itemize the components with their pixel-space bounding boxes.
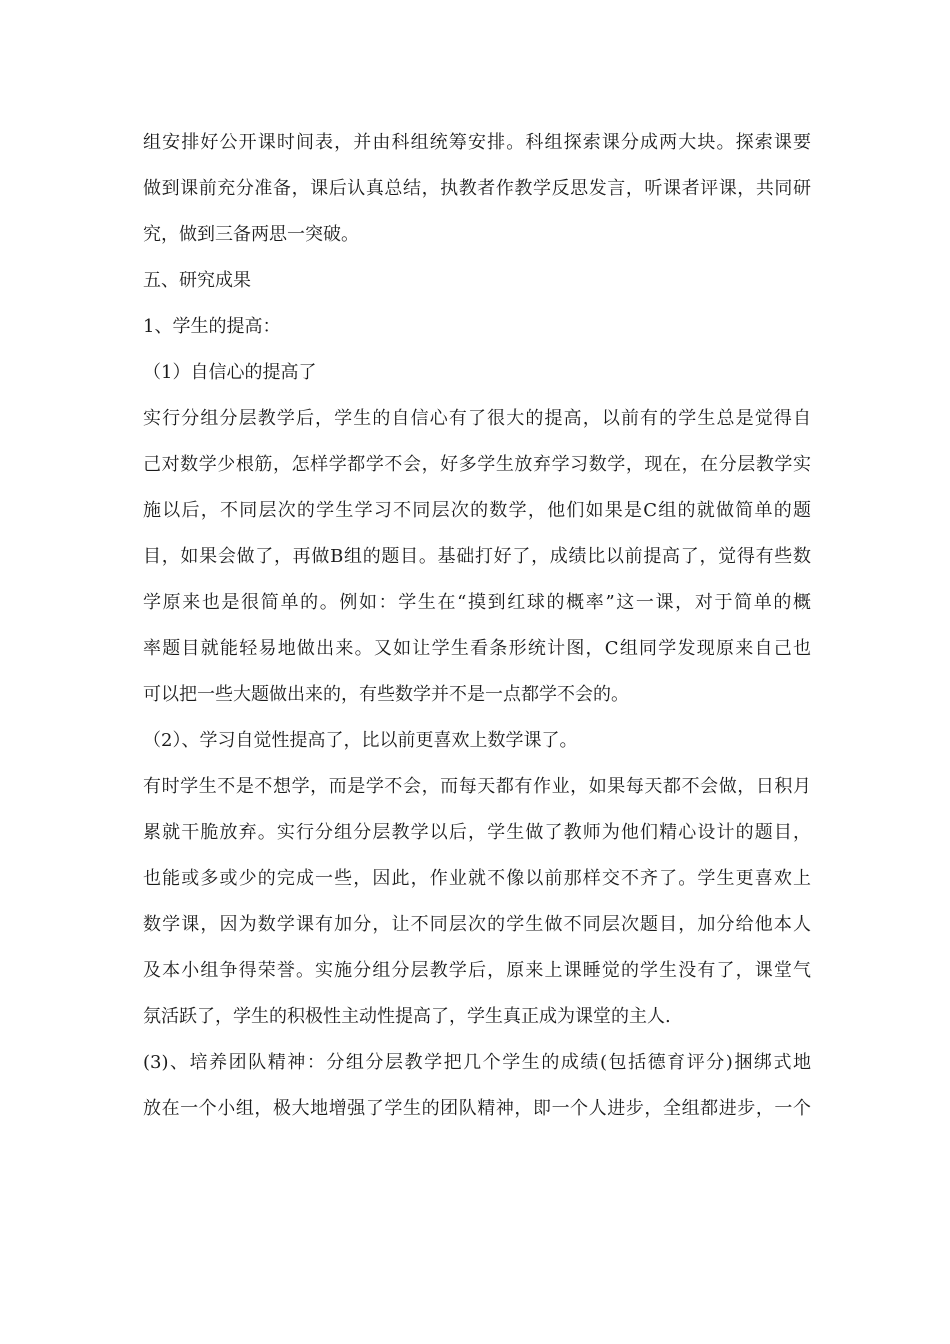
text-line: 组安排好公开课时间表，并由科组统筹安排。科组探索课分成两大块。探索课要	[143, 132, 811, 153]
item-heading: （2）、学习自觉性提高了，比以前更喜欢上数学课了。	[143, 730, 578, 751]
text-line: 及本小组争得荣誉。实施分组分层教学后，原来上课睡觉的学生没有了，课堂气	[143, 960, 811, 981]
text-line: 学原来也是很简单的。例如：学生在“摸到红球的概率”这一课，对于简单的概	[143, 592, 811, 613]
text-line: 己对数学少根筋，怎样学都学不会，好多学生放弃学习数学，现在，在分层教学实	[143, 454, 811, 475]
text-line: 可以把一些大题做出来的，有些数学并不是一点都学不会的。	[143, 684, 629, 705]
text-line: 做到课前充分准备，课后认真总结，执教者作教学反思发言，听课者评课，共同研	[143, 178, 811, 199]
text-line: 率题目就能轻易地做出来。又如让学生看条形统计图，C组同学发现原来自己也	[143, 638, 811, 659]
text-line: 氛活跃了，学生的积极性主动性提高了，学生真正成为课堂的主人.	[143, 1006, 671, 1027]
document-body	[143, 120, 811, 1132]
subsection-heading: 1、学生的提高：	[143, 316, 281, 337]
text-line: 数学课，因为数学课有加分，让不同层次的学生做不同层次题目，加分给他本人	[143, 914, 811, 935]
text-line: 究，做到三备两思一突破。	[143, 224, 359, 245]
text-line: 放在一个小组，极大地增强了学生的团队精神，即一个人进步，全组都进步，一个	[143, 1098, 811, 1119]
item-heading: （1）自信心的提高了	[143, 362, 317, 383]
text-line: 实行分组分层教学后，学生的自信心有了很大的提高，以前有的学生总是觉得自	[143, 408, 811, 429]
text-line: (3)、培养团队精神：分组分层教学把几个学生的成绩(包括德育评分)捆绑式地	[143, 1052, 811, 1073]
text-line: 施以后，不同层次的学生学习不同层次的数学，他们如果是C组的就做简单的题	[143, 500, 811, 521]
text-line: 目，如果会做了，再做B组的题目。基础打好了，成绩比以前提高了，觉得有些数	[143, 546, 811, 567]
text-line: 也能或多或少的完成一些，因此，作业就不像以前那样交不齐了。学生更喜欢上	[143, 868, 811, 889]
text-line: 有时学生不是不想学，而是学不会，而每天都有作业，如果每天都不会做，日积月	[143, 776, 811, 797]
section-heading: 五、研究成果	[143, 270, 251, 291]
text-line: 累就干脆放弃。实行分组分层教学以后，学生做了教师为他们精心设计的题目，	[143, 822, 811, 843]
